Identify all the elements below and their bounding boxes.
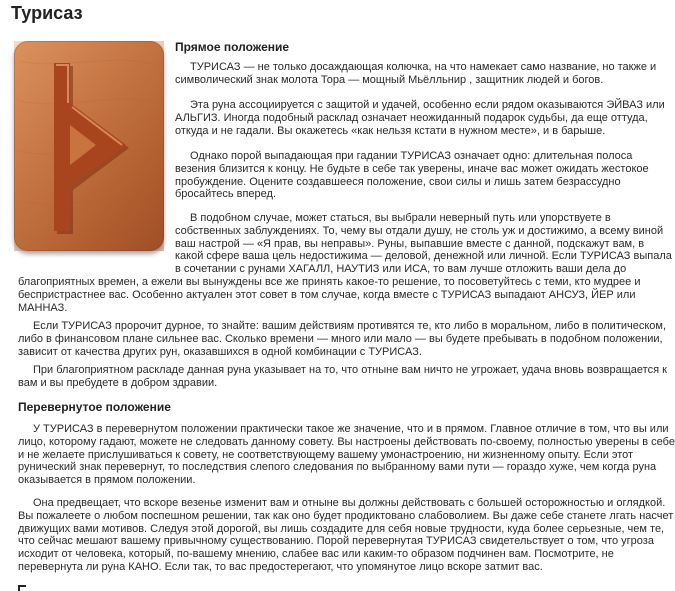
- text-line: в сочетании с рунами ХАГАЛЛ, НАУТИЗ или ИСА, то вам лучше отложить ваши дела до: [175, 263, 627, 276]
- page-title: Турисаз: [11, 3, 83, 23]
- text-line: зависит от качества других рун, оказавшихся в одной комбинации с ТУРИСАЗ.: [18, 345, 422, 358]
- text-line: бросайтесь вперед.: [175, 188, 277, 201]
- upright-paragraph-5: [18, 320, 667, 358]
- upright-paragraph-2: [175, 99, 665, 137]
- upright-paragraph-6: [18, 364, 667, 390]
- text-line: вам и вы пребудете в добром здравии.: [18, 376, 218, 389]
- text-line: Вы пожалеете о любом поспешном решении, так как оно будет продиктовано слабоволием. Вы даже себе станете лгать насчет: [18, 509, 674, 522]
- text-line: рунический знак перевернут, то последствия слепого следования по выбранному вами пути — гораздо хуже, чем когда руна: [18, 461, 657, 474]
- text-line: символический знак молота Тора — мощный Мьёлльнир , защитник людей и богов.: [175, 73, 604, 86]
- text-line: ТУРИСАЗ — не только досаждающая колючка, на что намекает само название, но также и: [190, 61, 657, 73]
- text-line: откуда и не гадали. Вы окажетесь «как нельзя кстати в нужном месте», и в барыше.: [175, 124, 606, 137]
- upright-paragraph-3: [175, 150, 660, 201]
- text-line: движущих вами мотивов. Следуя этой дорогой, вы лишь создадите для себя новые трудности, куда более серьезные, чем те,: [18, 522, 665, 535]
- text-line: исходит от человека, который, по-вашему мнению, слабее вас или каким-то образом подчинен вам. Посмотрите, не: [18, 548, 614, 561]
- text-line: и не желаете прислушиваться к совету, не соответствующему вашему умонастроению, ни жизненному опыту. Если этот: [18, 448, 634, 461]
- text-line: перевернута ли руна КАНО. Если так, то вас предостерегают, что упомянутое лицо вскоре затмит вас.: [18, 560, 543, 573]
- text-line: какой сфере ваша цель недостижима — деловой, денежной или личной. Если ТУРИСАЗ выпала: [175, 250, 672, 263]
- text-line: МАННАЗ.: [18, 301, 68, 314]
- upright-paragraph-1: [175, 61, 660, 87]
- reversed-paragraph-2: [18, 497, 674, 574]
- upright-paragraph-4: [18, 212, 672, 314]
- text-line: У ТУРИСАЗ в перевернутом положении практически такое же значение, что и в прямом. Главное отличие в том, что вы или: [33, 423, 669, 435]
- text-line: лицо, которому гадают, можете не следовать данному совету. Вы настроены действовать по-своему, полностью уверены в себе: [18, 435, 675, 448]
- text-line: пробуждение. Оцените создавшееся положение, свои силы и лишь затем безрассудно: [175, 175, 621, 188]
- text-line: Эта руна ассоциируется с защитой и удачей, особенно если рядом оказываются ЭЙВАЗ или: [190, 99, 665, 111]
- text-line: собственных заблуждениях. То, чему вы отдали душу, не столь уж и достижимо, а всему виной: [175, 224, 664, 237]
- upright-heading: Прямое положение: [175, 40, 290, 54]
- text-line: В подобном случае, может статься, вы выбрали неверный путь или упорствуете в: [190, 212, 611, 224]
- text-line: Однако порой выпадающая при гадании ТУРИСАЗ означает одно: длительная полоса: [190, 150, 633, 162]
- text-line: При благоприятном раскладе данная руна указывает на то, что отныне вам ничто не угрожает, удача вновь возвращается к: [33, 364, 667, 376]
- rune-tile: [14, 41, 164, 251]
- text-line: оказывается в прямом положении.: [18, 474, 196, 487]
- thurisaz-rune-icon: [14, 41, 164, 251]
- text-line: благоприятных времен, а ежели вы вынуждены все же принять какое-то решение, то посоветуйтесь с теми, кто мудрее и: [18, 275, 641, 288]
- text-line: Она предвещает, что вскоре везенье изменит вам и отныне вы должны действовать с большей осторожностью и оглядкой.: [33, 497, 666, 509]
- text-line: беспристрастнее вас. Особенно актуален этот совет в том случае, когда вместе с ТУРИСАЗ выпадают АНСУЗ, ЙЕР или: [18, 288, 636, 301]
- text-line: везения близится к концу. Не будьте в себе так уверены, иначе вас может ожидать жестокое: [175, 162, 649, 175]
- reversed-heading: Перевернутое положение: [18, 400, 171, 414]
- text-line: либо в финансовом плане сильнее вас. Сколько времени — много или мало — вы будете пребывать в подобном положении,: [18, 332, 663, 345]
- text-line: ваш настрой — «Я прав, вы неправы». Руны, выпавшие вместе с данной, подскажут вам, в: [175, 237, 645, 250]
- text-line: что сейчас мешают вашему привычному существованию. Порой перевернутая ТУРИСАЗ свидетельствует о том, что угроза: [18, 535, 654, 548]
- reversed-paragraph-1: [18, 423, 675, 487]
- section-marker: [18, 585, 26, 591]
- text-line: АЛЬГИЗ. Иногда подобный расклад означает неожиданный подарок судьбы, да еще оттуда,: [175, 111, 648, 124]
- text-line: Если ТУРИСАЗ пророчит дурное, то знайте: вашим действиям противятся те, кто либо в моральном, либо в политическом,: [33, 320, 667, 332]
